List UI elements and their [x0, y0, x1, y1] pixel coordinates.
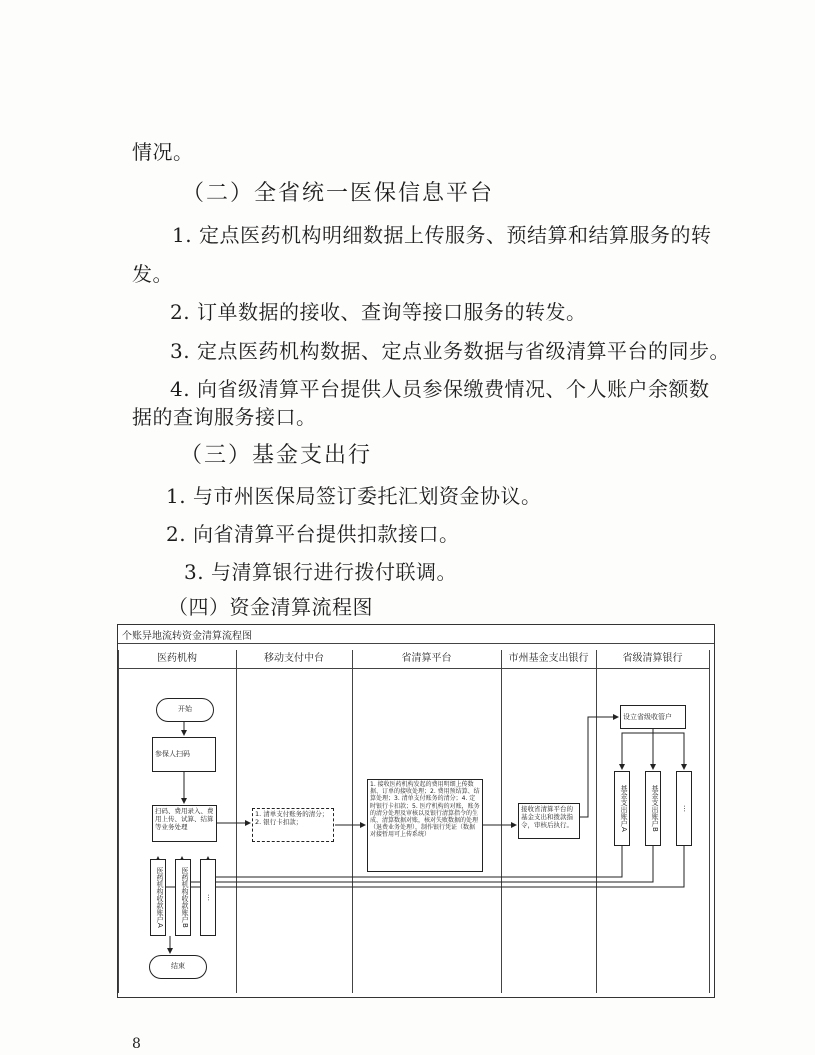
section-heading-2: （二）全省统一医保信息平台: [182, 181, 495, 206]
fund-account-a: 基金支出账户A: [614, 771, 630, 846]
page-number: 8: [132, 1036, 141, 1052]
flow-step-scan: 参保人扫码: [152, 737, 216, 772]
flowchart-title: 个账异地流转资金清算流程图: [122, 631, 252, 642]
institution-account-more: …: [200, 859, 216, 936]
flow-step-provincial-account: 设立省级收管户: [620, 705, 686, 729]
paragraph-2-1b: 发。: [132, 262, 173, 286]
paragraph-3-3: 3. 与清算银行进行拨付联调。: [184, 560, 457, 584]
flow-start: 开始: [156, 698, 214, 722]
section-heading-4: （四）资金清算流程图: [168, 595, 373, 619]
flowchart: [117, 624, 715, 998]
paragraph-2-4b: 据的查询服务接口。: [132, 405, 317, 429]
paragraph-2-3: 3. 定点医药机构数据、定点业务数据与省级清算平台的同步。: [170, 339, 730, 363]
lane-header-provincial-bank: 省级清算银行: [596, 650, 709, 669]
lane-header-institution: 医药机构: [118, 650, 236, 669]
flow-step-fee: 扫码、费用录入、费用上传、试算、结算等业务处理: [152, 805, 217, 842]
lane-header-city-bank: 市州基金支出银行: [501, 650, 596, 669]
text-line-1: 情况。: [132, 140, 194, 164]
paragraph-3-1: 1. 与市州医保局签订委托汇划资金协议。: [166, 484, 542, 508]
paragraph-2-2: 2. 订单数据的接收、查询等接口服务的转发。: [170, 300, 587, 324]
paragraph-2-4a: 4. 向省级清算平台提供人员参保缴费情况、个人账户余额数: [170, 377, 710, 401]
fund-account-b: 基金支出账户B: [645, 771, 661, 846]
flow-step-mobile-pay: 1. 清单支付账务的清分；2. 银行卡扣款；: [252, 808, 334, 842]
institution-account-b: 医药机构收款账户B: [175, 859, 191, 936]
fund-account-more: …: [676, 771, 692, 846]
section-heading-3: （三）基金支出行: [180, 443, 373, 468]
flow-end: 结束: [149, 955, 207, 979]
flow-step-city-bank: 接收省清算平台的基金支出和拨款指令，审核后执行。: [518, 803, 580, 839]
flow-step-clearing-platform: 1. 接收医药机构发起的费用明细上传数据、订单的接收处理；2. 费用预结算、结算处理；3. 清单支付账务的清分；4. 定时银行卡扣款；5. 医疗机构的对账，账务的清分处理及审核以及银行清算指令的生成、清算数据对账，核对失败数据的处理（退费业务处理），制作银行凭证（数据对接暂用可上传系统）: [367, 779, 483, 872]
paragraph-3-2: 2. 向省清算平台提供扣款接口。: [166, 522, 460, 546]
institution-account-a: 医药机构收款账户A: [150, 859, 166, 936]
lane-header-clearing-platform: 省清算平台: [352, 650, 501, 669]
paragraph-2-1a: 1. 定点医药机构明细数据上传服务、预结算和结算服务的转: [172, 223, 712, 247]
lane-header-mobile-pay: 移动支付中台: [236, 650, 352, 669]
